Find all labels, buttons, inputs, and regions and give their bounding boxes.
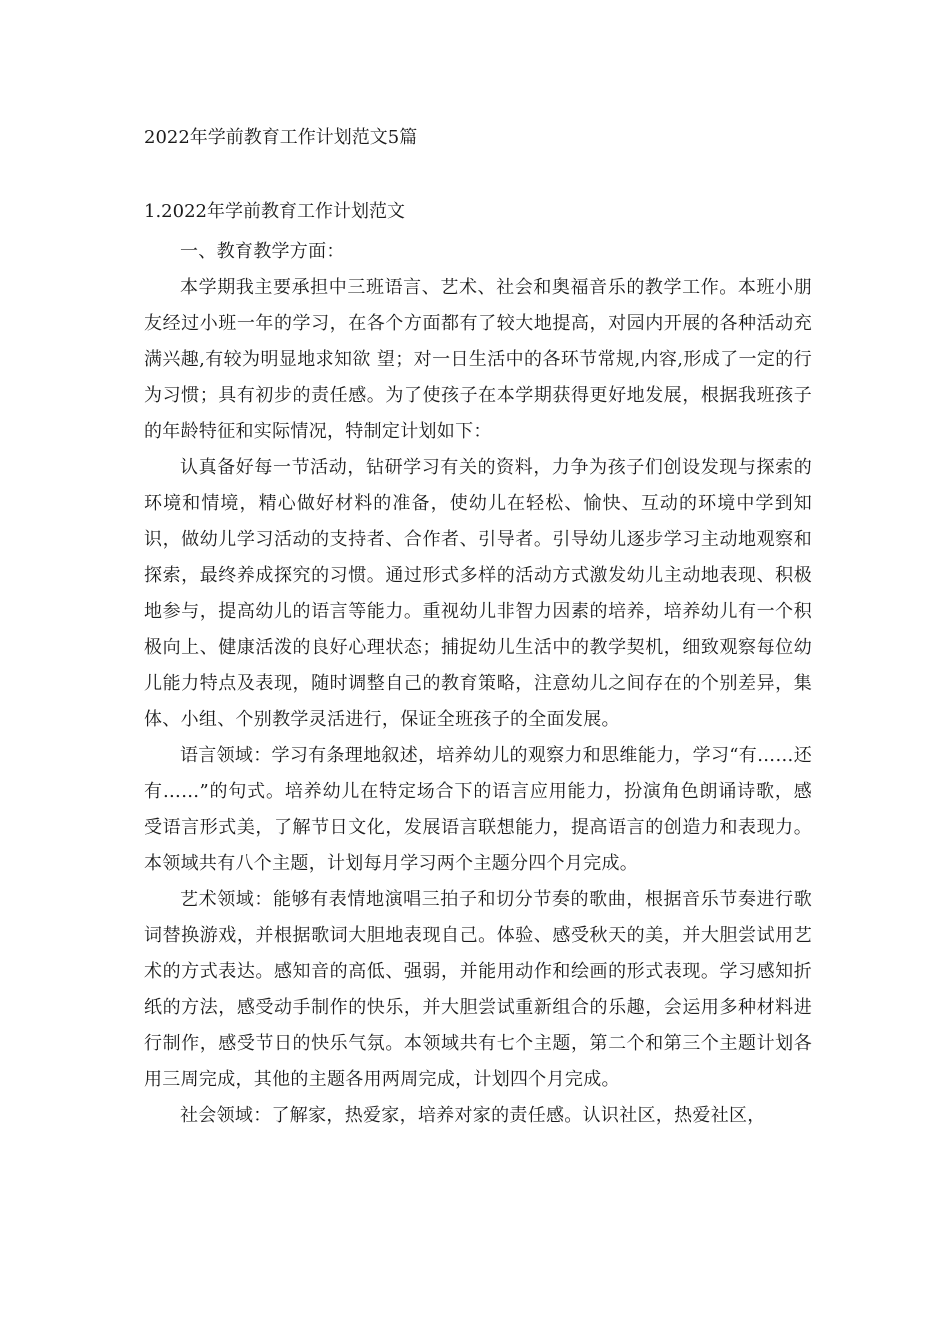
paragraph-art-domain: 艺术领域：能够有表情地演唱三拍子和切分节奏的歌曲，根据音乐节奏进行歌词替换游戏，并根据歌词大胆地表现自己。体验、感受秋天的美，并大胆尝试用艺术的方式表达。感知音的高低、强弱，并能用动作和绘画的形式表现。学习感知折纸的方法，感受动手制作的快乐，并大胆尝试重新组合的乐趣，会运用多种材料进行制作，感受节日的快乐气氛。本领域共有七个主题，第二个和第三个主题计划各用三周完成，其他的主题各用两周完成，计划四个月完成。	[144, 889, 812, 1090]
section-title: 1.2022年学前教育工作计划范文	[144, 201, 405, 222]
heading-education-teaching: 一、教育教学方面：	[180, 241, 345, 262]
paragraph-language-domain: 语言领域：学习有条理地叙述，培养幼儿的观察力和思维能力，学习“有……还有……”的句式。培养幼儿在特定场合下的语言应用能力，扮演角色朗诵诗歌，感受语言形式美，了解节日文化，发展语言联想能力，提高语言的创造力和表现力。本领域共有八个主题，计划每月学习两个主题分四个月完成。	[144, 745, 812, 874]
paragraph-intro: 本学期我主要承担中三班语言、艺术、社会和奥福音乐的教学工作。本班小朋友经过小班一年的学习，在各个方面都有了较大地提高，对园内开展的各种活动充满兴趣,有较为明显地求知欲 望；对一日生活中的各环节常规,内容,形成了一定的行为习惯；具有初步的责任感。为了使孩子在本学期获得更好地发展，根据我班孩子的年龄特征和实际情况，特制定计划如下：	[144, 277, 812, 442]
paragraph-preparation: 认真备好每一节活动，钻研学习有关的资料，力争为孩子们创设发现与探索的环境和情境，精心做好材料的准备，使幼儿在轻松、愉快、互动的环境中学到知识，做幼儿学习活动的支持者、合作者、引导者。引导幼儿逐步学习主动地观察和探索，最终养成探究的习惯。通过形式多样的活动方式激发幼儿主动地表现、积极地参与，提高幼儿的语言等能力。重视幼儿非智力因素的培养，培养幼儿有一个积极向上、健康活泼的良好心理状态；捕捉幼儿生活中的教学契机，细致观察每位幼儿能力特点及表现，随时调整自己的教育策略，注意幼儿之间存在的个别差异，集体、小组、个别教学灵活进行，保证全班孩子的全面发展。	[144, 457, 812, 730]
document-title: 2022年学前教育工作计划范文5篇	[144, 127, 418, 148]
paragraph-social-domain: 社会领域：了解家，热爱家，培养对家的责任感。认识社区，热爱社区，	[180, 1105, 766, 1126]
document-body	[144, 234, 812, 1134]
